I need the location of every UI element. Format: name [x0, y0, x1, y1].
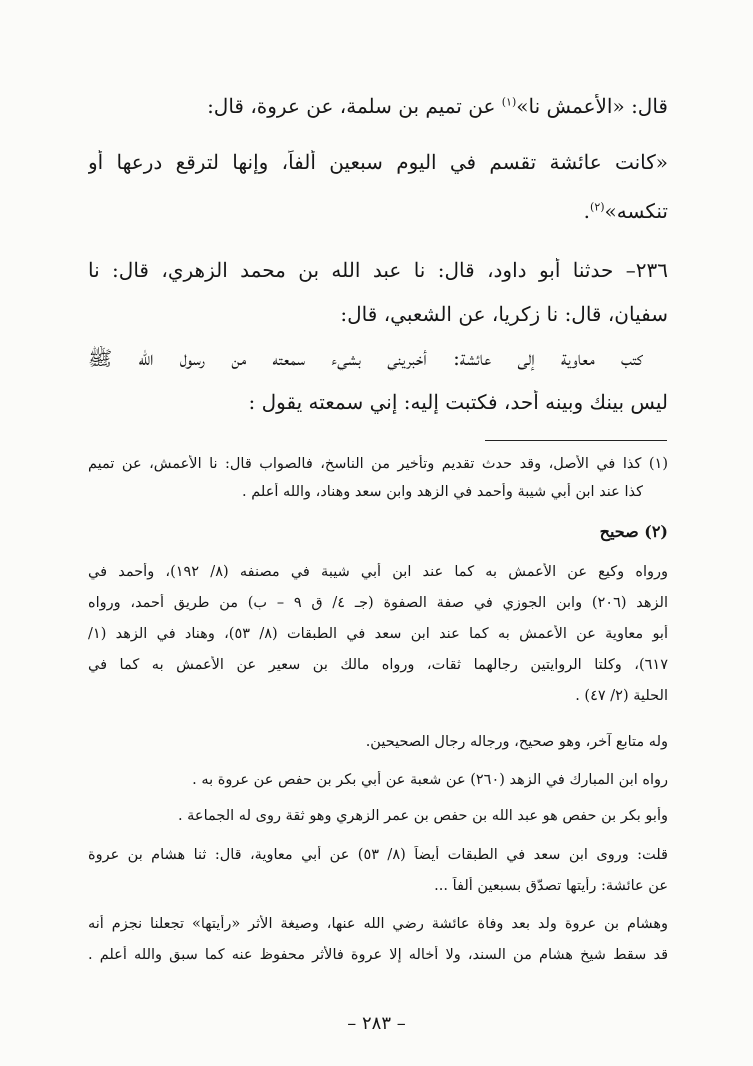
footnote-2-p1-line-4: ٦١٧)، وكلتا الروايتين رجالهما ثقات، ورواه مالك بن سعير عن الأعمش به كما في	[88, 657, 668, 673]
footnote-2-p1-line-2: الزهد (٢٠٦) وابن الجوزي في صفة الصفوة (جـ ٤/ ق ٩ – ب) من طريق أحمد، ورواه	[88, 595, 668, 611]
footnote-2-p1-line-3: أبو معاوية عن الأعمش به كما عند ابن سعد في الطبقات (٨/ ٥٣)، وهناد في الزهد (١/	[88, 626, 668, 642]
footnote-2-p2: وله متابع آخر، وهو صحيح، ورجاله رجال الصحيحين.	[365, 734, 668, 750]
body-line-7: ليس بينك وبينه أحد، فكتبت إليه: إني سمعته يقول :	[248, 390, 668, 414]
footnote-2-p4: وأبو بكر بن حفص هو عبد الله بن حفص بن عمر الزهري وهو ثقة روى له الجماعة .	[177, 808, 668, 824]
footnote-2-p1-line-5: الحلية (٢/ ٤٧) .	[575, 688, 668, 704]
footnote-2-p3: رواه ابن المبارك في الزهد (٢٦٠) عن شعبة عن أبي بكر بن حفص عن عروة به .	[192, 772, 668, 788]
body-line-3: تنكسه»$^{(٢)}$.	[583, 199, 668, 223]
body-line-5: سفيان، قال: نا زكريا، عن الشعبي، قال:	[340, 302, 668, 326]
footnote-2-p1-line-1: ورواه وكيع عن الأعمش به كما عند ابن أبي شيبة في مصنفه (٨/ ١٩٢)، وأحمد في	[88, 564, 668, 580]
body-line-2: «كانت عائشة تقسم في اليوم سبعين ألفاً، وإنها لترقع درعها أو	[88, 150, 668, 174]
footnote-separator	[485, 440, 667, 441]
body-line-6: كتب معاوية إلى عائشة: أخبريني بشيء سمعته من رسول الله ﷺ	[88, 346, 643, 370]
body-line-4: ٢٣٦– حدثنا أبو داود، قال: نا عبد الله بن محمد الزهري، قال: نا	[88, 258, 668, 282]
footnote-2-p6-line-1: وهشام بن عروة ولد بعد وفاة عائشة رضي الله عنها، وصيغة الأثر «رأيتها» تجعلنا نجزم أنه	[88, 916, 668, 932]
footnote-ref-1: (١)	[501, 95, 517, 109]
footnote-ref-2: (٢)	[590, 200, 605, 214]
body-line-1: قال: «الأعمش نا»$^{(١)}$ عن تميم بن سلمة، عن عروة، قال:	[207, 94, 668, 118]
footnote-2-p5-line-1: قلت: وروى ابن سعد في الطبقات أيضاً (٨/ ٥٣) عن أبي معاوية، قال: ثنا هشام بن عروة	[88, 847, 668, 863]
footnote-2-p6-line-2: قد سقط شيخ هشام من السند، ولا أخاله إلا عروة فالأثر محفوظ عنه كما سبق والله أعلم .	[88, 947, 668, 963]
footnote-1-line-2: كذا عند ابن أبي شيبة وأحمد في الزهد وابن سعد وهناد، والله أعلم .	[242, 484, 643, 500]
page-number: – ٢٨٣ –	[347, 1013, 406, 1034]
footnote-1-line-1: (١) كذا في الأصل، وقد حدث تقديم وتأخير من الناسخ، فالصواب قال: نا الأعمش، عن تميم	[88, 456, 668, 472]
footnote-2-heading: (٢) صحيح	[599, 522, 668, 541]
footnote-2-p5-line-2: عن عائشة: رأيتها تصدّق بسبعين ألفاً ...	[434, 878, 668, 894]
